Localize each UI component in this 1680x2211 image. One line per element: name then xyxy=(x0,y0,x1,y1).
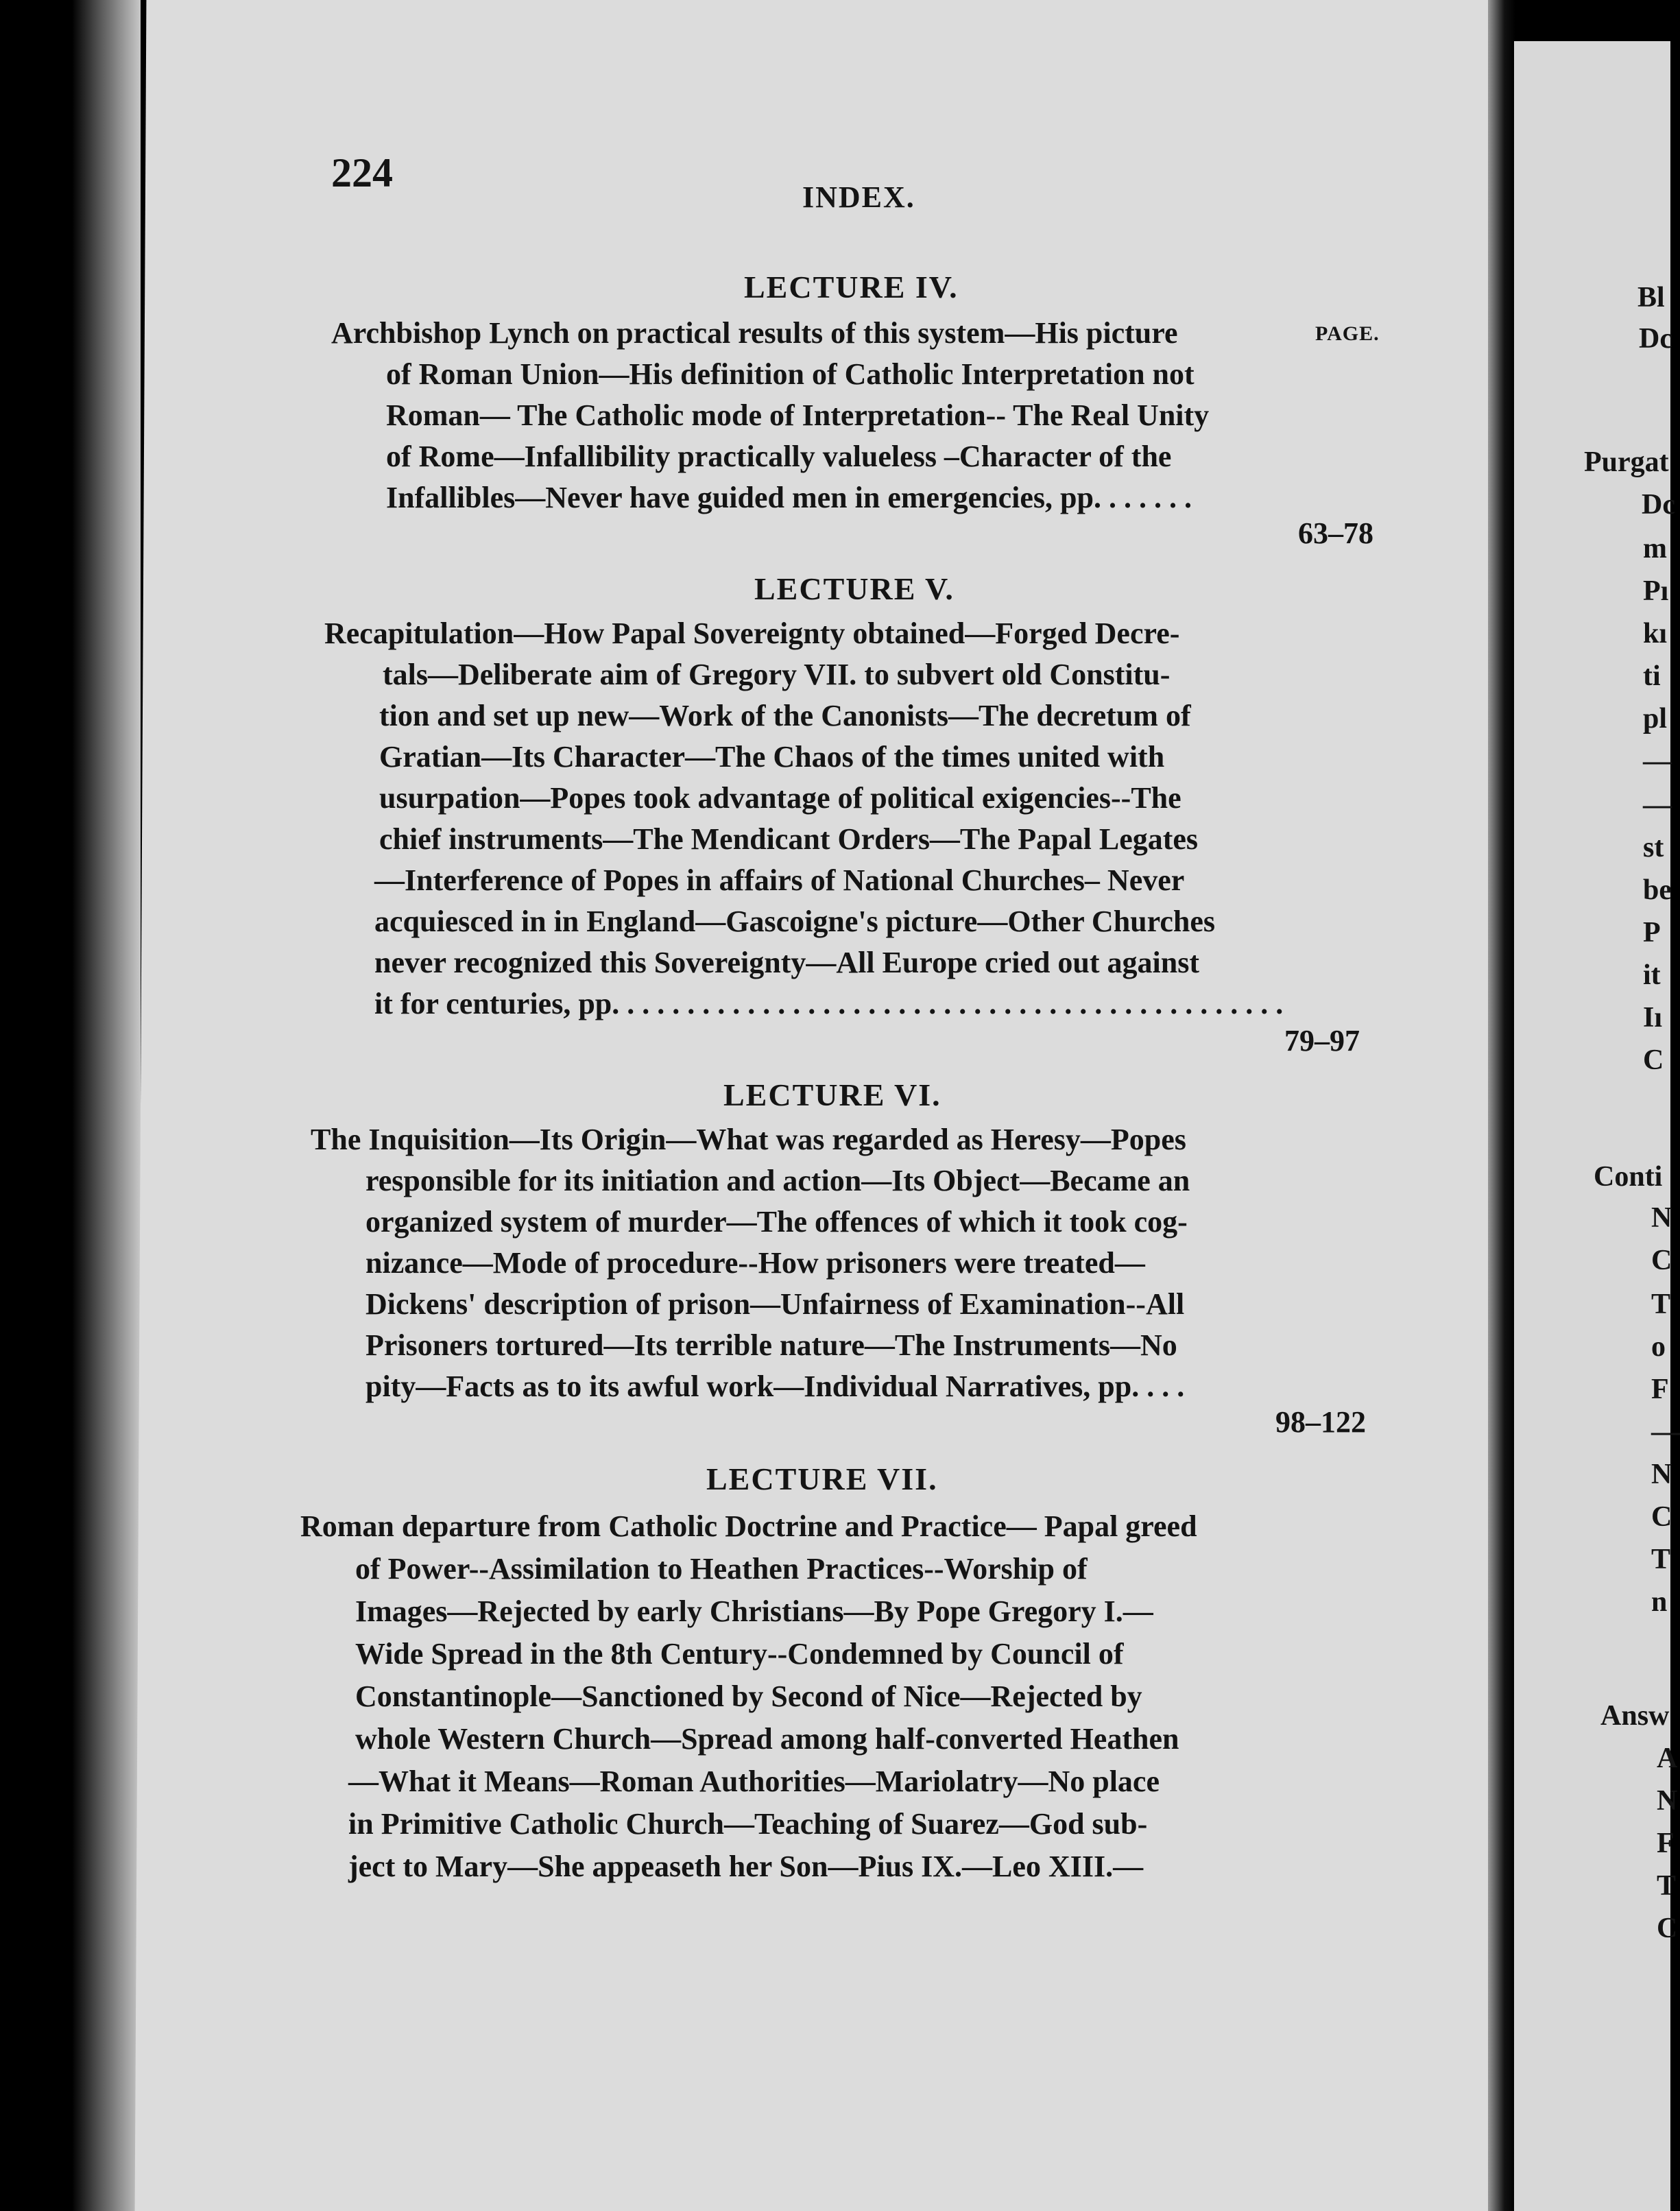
facing-page-fragment: T xyxy=(1651,1289,1671,1320)
facing-page-fragment: ti xyxy=(1643,660,1661,692)
facing-page-fragment: Dc xyxy=(1639,323,1672,355)
facing-page xyxy=(1514,41,1670,2211)
entry-line: Images—Rejected by early Christians—By Pope Gregory I.— xyxy=(355,1594,1153,1628)
facing-page-fragment: A xyxy=(1657,1743,1678,1774)
facing-page-fragment: — xyxy=(1643,789,1672,821)
facing-page-fragment: Pı xyxy=(1643,575,1669,607)
page-number: 224 xyxy=(331,150,393,195)
facing-page-fragment: T xyxy=(1651,1544,1671,1575)
facing-page-fragment: Purgat xyxy=(1584,446,1669,478)
facing-page-fragment: Dc xyxy=(1642,489,1675,521)
page-column-label: PAGE. xyxy=(1315,322,1380,345)
entry-line: organized system of murder—The offences of which it took cog- xyxy=(365,1205,1188,1239)
entry-line: Constantinople—Sanctioned by Second of Nice—Rejected by xyxy=(355,1680,1142,1713)
entry-line: tion and set up new—Work of the Canonists—The decretum of xyxy=(379,699,1191,732)
facing-page-fragment: — xyxy=(1643,745,1672,777)
facing-page-fragment: N xyxy=(1651,1202,1672,1234)
entry-line: Infallibles—Never have guided men in emergencies, pp. . . . . . . xyxy=(386,481,1192,514)
entry-line: Recapitulation—How Papal Sovereignty obtained—Forged Decre- xyxy=(324,617,1180,650)
facing-page-fragment: n xyxy=(1651,1586,1668,1618)
entry-line: whole Western Church—Spread among half-converted Heathen xyxy=(355,1722,1179,1756)
entry-line: acquiesced in in England—Gascoigne's picture—Other Churches xyxy=(374,905,1216,938)
entry-line: Archbishop Lynch on practical results of this system—His picture xyxy=(331,316,1178,350)
entry-line: Gratian—Its Character—The Chaos of the times united with xyxy=(379,740,1165,774)
entry-line: nizance—Mode of procedure--How prisoners were treated— xyxy=(365,1246,1145,1280)
facing-page-fragment: it xyxy=(1643,959,1661,991)
facing-page-fragment: st xyxy=(1643,832,1664,863)
facing-page-fragment: T xyxy=(1657,1870,1677,1902)
facing-page-fragment: o xyxy=(1651,1331,1666,1363)
facing-page-fragment: C xyxy=(1643,1044,1664,1076)
facing-page-fragment: Answ xyxy=(1600,1700,1670,1732)
entry-line: The Inquisition—Its Origin—What was regarded as Heresy—Popes xyxy=(311,1123,1186,1156)
lecture-heading: LECTURE VI. xyxy=(723,1077,941,1112)
lecture-heading: LECTURE V. xyxy=(754,571,955,606)
entry-line: Roman— The Catholic mode of Interpretation-- The Real Unity xyxy=(386,398,1210,432)
entry-line: —What it Means—Roman Authorities—Mariolatry—No place xyxy=(348,1765,1160,1798)
facing-page-fragment: be xyxy=(1643,874,1672,906)
facing-page-fragment: m xyxy=(1643,533,1667,564)
entry-line: Roman departure from Catholic Doctrine and Practice— Papal greed xyxy=(300,1509,1197,1543)
facing-page-fragment: Bl xyxy=(1637,282,1665,313)
facing-page-fragment: N xyxy=(1651,1459,1672,1490)
entry-line: Wide Spread in the 8th Century--Condemned by Council of xyxy=(355,1637,1124,1671)
facing-page-fragment: Conti xyxy=(1594,1161,1663,1193)
entry-line: of Power--Assimilation to Heathen Practices--Worship of xyxy=(355,1552,1088,1586)
facing-page-fragment: kı xyxy=(1643,618,1668,649)
facing-page-fragment: C xyxy=(1651,1245,1672,1276)
entry-line: never recognized this Sovereignty—All Europe cried out against xyxy=(374,946,1200,979)
facing-page-fragment: P xyxy=(1643,917,1661,948)
facing-page-fragment: F xyxy=(1651,1374,1669,1405)
entry-line: usurpation—Popes took advantage of political exigencies--The xyxy=(379,781,1181,815)
lecture-heading: LECTURE VII. xyxy=(706,1461,938,1496)
lecture-heading: LECTURE IV. xyxy=(744,270,959,304)
entry-line: pity—Facts as to its awful work—Individual Narratives, pp. . . . xyxy=(365,1370,1185,1403)
facing-page-fragment: N xyxy=(1657,1785,1678,1817)
entry-line: Dickens' description of prison—Unfairness of Examination--All xyxy=(365,1287,1185,1321)
facing-page-fragment: — xyxy=(1651,1416,1680,1448)
facing-page-fragment: pl xyxy=(1643,703,1668,734)
entry-line: —Interference of Popes in affairs of National Churches– Never xyxy=(374,863,1185,897)
entry-line: it for centuries, pp. . . . . . . . . . . . . . . . . . . . . . . . . . . . . . . . . . . . . . . . . . . . . xyxy=(374,987,1284,1020)
entry-line: chief instruments—The Mendicant Orders—The Papal Legates xyxy=(379,822,1199,856)
left-page-edge xyxy=(72,0,141,2211)
entry-line: responsible for its initiation and action—Its Object—Became an xyxy=(365,1164,1190,1197)
book-gutter xyxy=(1488,0,1515,2211)
facing-page-fragment: C xyxy=(1657,1913,1678,1944)
entry-line: in Primitive Catholic Church—Teaching of Suarez—God sub- xyxy=(348,1807,1148,1841)
facing-page-fragment: Iı xyxy=(1643,1002,1663,1033)
page-range: 79–97 xyxy=(1284,1024,1360,1057)
facing-page-fragment: C xyxy=(1651,1501,1672,1533)
page-range: 63–78 xyxy=(1298,516,1373,550)
entry-line: tals—Deliberate aim of Gregory VII. to subvert old Constitu- xyxy=(383,658,1171,691)
facing-page-fragment: F xyxy=(1657,1828,1675,1859)
entry-line: Prisoners tortured—Its terrible nature—The Instruments—No xyxy=(365,1328,1177,1362)
page-range: 98–122 xyxy=(1275,1405,1366,1439)
entry-line: of Rome—Infallibility practically valueless –Character of the xyxy=(386,440,1172,473)
running-head: INDEX. xyxy=(802,180,915,214)
entry-line: of Roman Union—His definition of Catholic Interpretation not xyxy=(386,357,1195,391)
entry-line: ject to Mary—She appeaseth her Son—Pius IX.—Leo XIII.— xyxy=(348,1850,1144,1883)
